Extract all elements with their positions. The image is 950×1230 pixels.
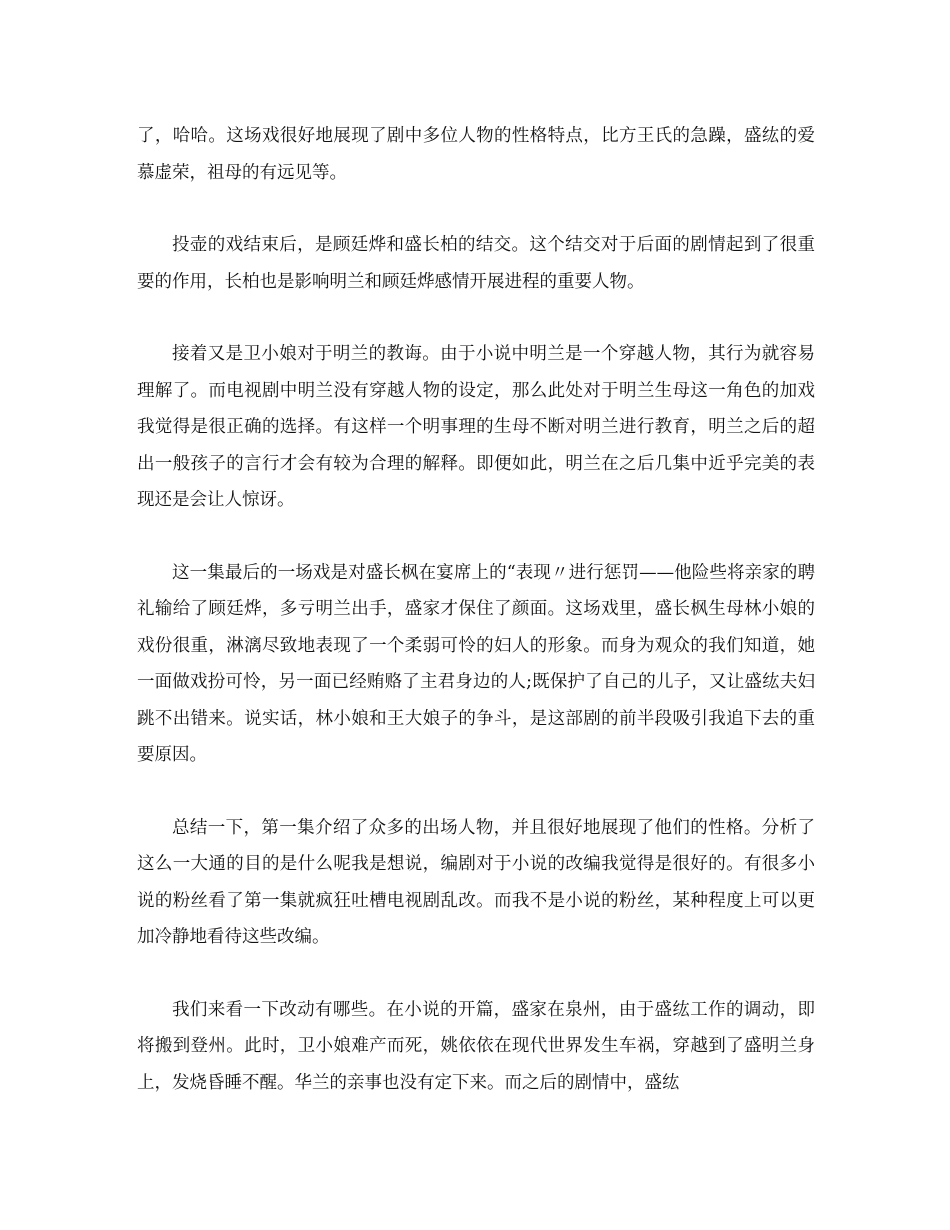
paragraph-5: 总结一下，第一集介绍了众多的出场人物，并且很好地展现了他们的性格。分析了这么一大通的目的是什么呢我是想说，编剧对于小说的改编我觉得是很好的。有很多小说的粉丝看了第一集就疯狂吐槽电视剧乱改。而我不是小说的粉丝，某种程度上可以更加冷静地看待这些改编。 xyxy=(137,817,815,947)
paragraph-6: 我们来看一下改动有哪些。在小说的开篇，盛家在泉州，由于盛纮工作的调动，即将搬到登州。此时，卫小娘难产而死，姚依依在现代世界发生车祸，穿越到了盛明兰身上，发烧昏睡不醒。华兰的亲事也没有定下来。而之后的剧情中，盛纮 xyxy=(137,999,815,1093)
paragraph-2: 投壶的戏结束后，是顾廷烨和盛长柏的结交。这个结交对于后面的剧情起到了很重要的作用，长柏也是影响明兰和顾廷烨感情开展进程的重要人物。 xyxy=(137,235,815,292)
paragraph-3: 接着又是卫小娘对于明兰的教诲。由于小说中明兰是一个穿越人物，其行为就容易理解了。而电视剧中明兰没有穿越人物的设定，那么此处对于明兰生母这一角色的加戏我觉得是很正确的选择。有这样一个明事理的生母不断对明兰进行教育，明兰之后的超出一般孩子的言行才会有较为合理的解释。即便如此，明兰在之后几集中近乎完美的表现还是会让人惊讶。 xyxy=(137,344,815,510)
paragraph-1: 了，哈哈。这场戏很好地展现了剧中多位人物的性格特点，比方王氏的急躁，盛纮的爱慕虚荣，祖母的有远见等。 xyxy=(137,126,815,183)
paragraph-4: 这一集最后的一场戏是对盛长枫在宴席上的“表现〃进行惩罚——他险些将亲家的聘礼输给了顾廷烨，多亏明兰出手，盛家才保住了颜面。这场戏里，盛长枫生母林小娘的戏份很重，淋漓尽致地表现了一个柔弱可怜的妇人的形象。而身为观众的我们知道，她一面做戏扮可怜，另一面已经贿赂了主君身边的人;既保护了自己的儿子，又让盛纮夫妇跳不出错来。说实话，林小娘和王大娘子的争斗，是这部剧的前半段吸引我追下去的重要原因。 xyxy=(137,562,815,765)
document-page xyxy=(137,118,815,1137)
